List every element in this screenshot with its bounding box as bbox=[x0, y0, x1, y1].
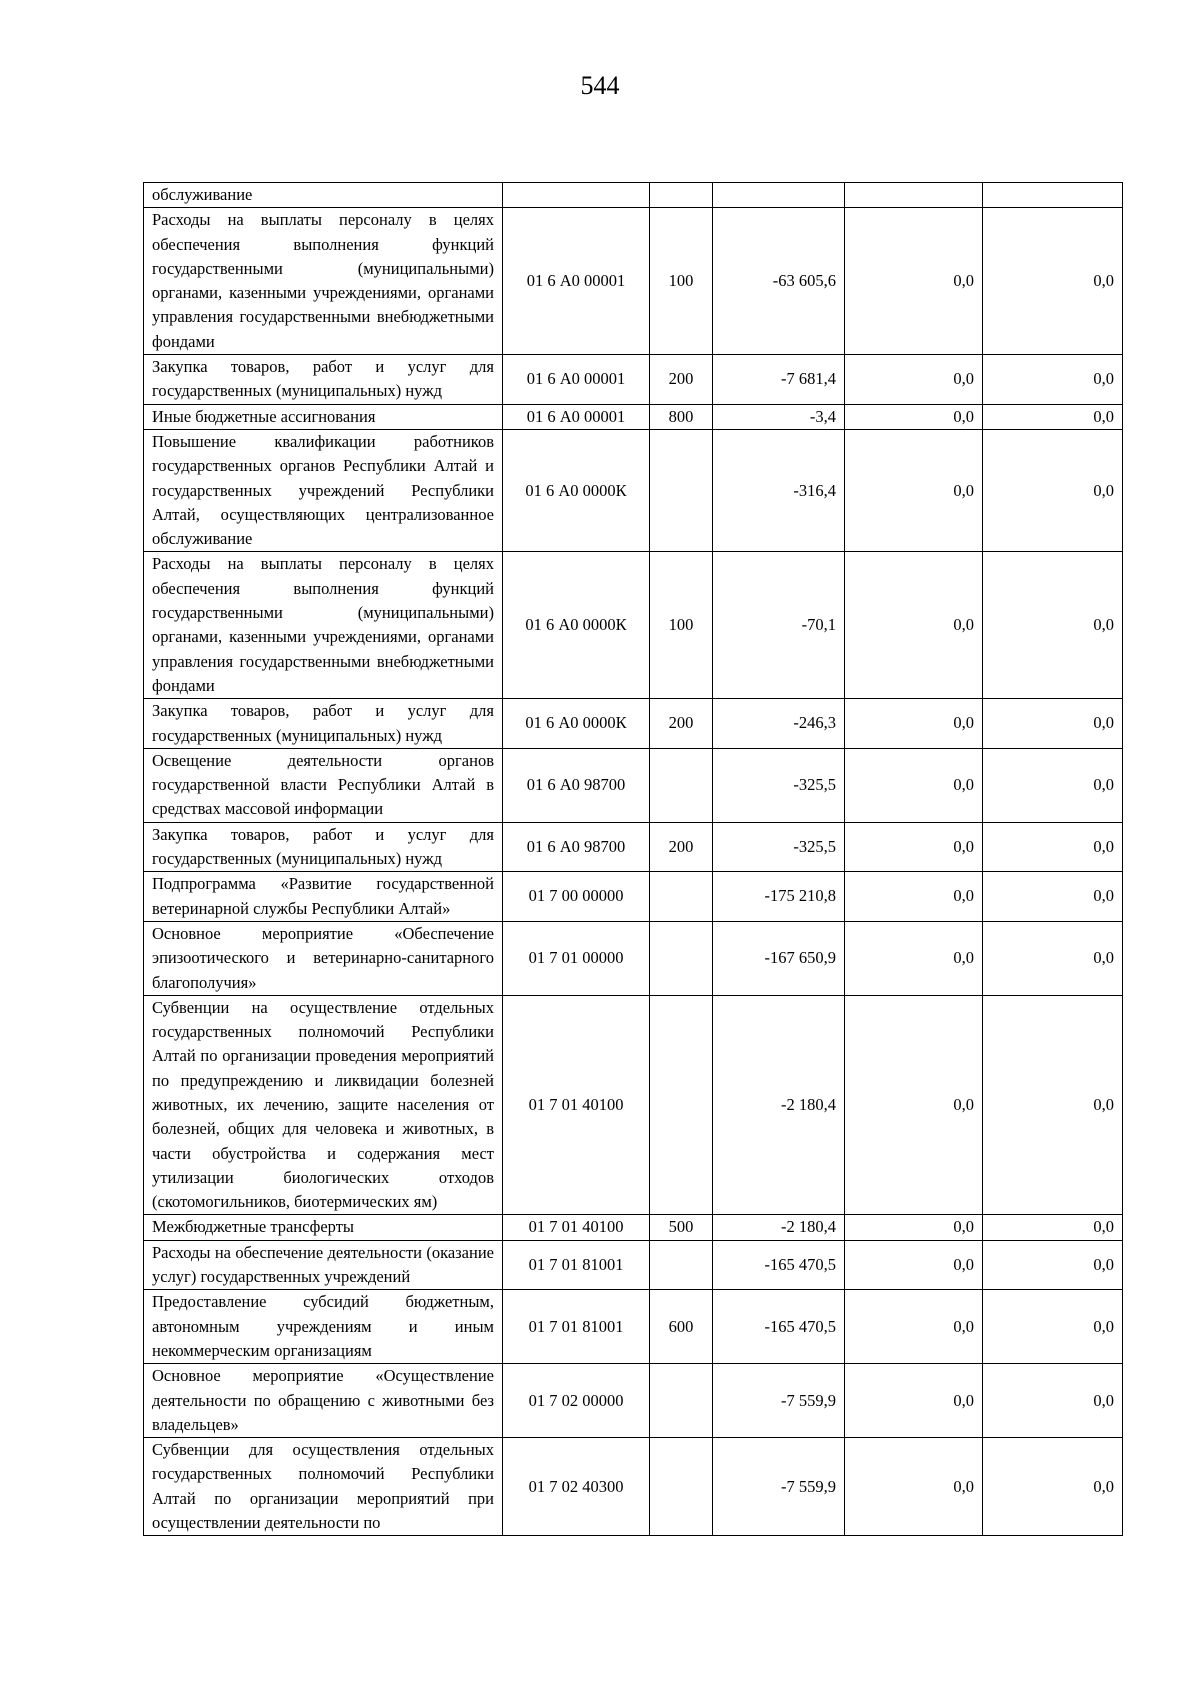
cell-value-year-2: 0,0 bbox=[845, 1438, 983, 1536]
table-row bbox=[144, 1240, 1123, 1290]
cell-target-code: 01 6 А0 00001 bbox=[503, 208, 650, 355]
cell-value-year-2: 0,0 bbox=[845, 208, 983, 355]
cell-value-year-2: 0,0 bbox=[845, 1364, 983, 1438]
cell-value-year-2: 0,0 bbox=[845, 429, 983, 551]
cell-description: Расходы на выплаты персоналу в целях обеспечения выполнения функций государственными (муниципальными) органами, казенными учреждениями, органами управления государственными внебюджетными фондами bbox=[144, 552, 503, 699]
cell-description: Закупка товаров, работ и услуг для государственных (муниципальных) нужд bbox=[144, 699, 503, 749]
cell-value-year-3: 0,0 bbox=[983, 995, 1123, 1215]
cell-target-code: 01 7 01 81001 bbox=[503, 1240, 650, 1290]
cell-target-code: 01 6 А0 0000К bbox=[503, 429, 650, 551]
cell-target-code: 01 6 А0 00001 bbox=[503, 355, 650, 405]
cell-expense-type bbox=[650, 921, 713, 995]
cell-expense-type bbox=[650, 1240, 713, 1290]
cell-amount: -3,4 bbox=[713, 404, 845, 429]
cell-amount: -325,5 bbox=[713, 822, 845, 872]
cell-amount: -2 180,4 bbox=[713, 1215, 845, 1240]
cell-value-year-2: 0,0 bbox=[845, 921, 983, 995]
table-row bbox=[144, 822, 1123, 872]
table-row bbox=[144, 995, 1123, 1215]
table-row bbox=[144, 404, 1123, 429]
cell-description: Расходы на обеспечение деятельности (оказание услуг) государственных учреждений bbox=[144, 1240, 503, 1290]
cell-value-year-2: 0,0 bbox=[845, 1215, 983, 1240]
budget-table bbox=[143, 182, 1123, 1536]
cell-value-year-3: 0,0 bbox=[983, 404, 1123, 429]
cell-value-year-3: 0,0 bbox=[983, 1215, 1123, 1240]
cell-value-year-3: 0,0 bbox=[983, 1290, 1123, 1364]
cell-amount: -165 470,5 bbox=[713, 1290, 845, 1364]
cell-value-year-3: 0,0 bbox=[983, 872, 1123, 922]
cell-target-code: 01 6 А0 98700 bbox=[503, 822, 650, 872]
cell-target-code: 01 7 00 00000 bbox=[503, 872, 650, 922]
cell-target-code: 01 7 01 00000 bbox=[503, 921, 650, 995]
cell-target-code: 01 6 А0 00001 bbox=[503, 404, 650, 429]
cell-value-year-2: 0,0 bbox=[845, 699, 983, 749]
cell-target-code: 01 7 02 40300 bbox=[503, 1438, 650, 1536]
cell-amount: -325,5 bbox=[713, 748, 845, 822]
cell-expense-type bbox=[650, 429, 713, 551]
cell-description: обслуживание bbox=[144, 183, 503, 208]
table-row bbox=[144, 1290, 1123, 1364]
cell-description: Иные бюджетные ассигнования bbox=[144, 404, 503, 429]
table-row bbox=[144, 699, 1123, 749]
cell-amount: -70,1 bbox=[713, 552, 845, 699]
cell-value-year-2: 0,0 bbox=[845, 355, 983, 405]
cell-value-year-3: 0,0 bbox=[983, 429, 1123, 551]
cell-description: Субвенции для осуществления отдельных государственных полномочий Республики Алтай по организации мероприятий при осуществлении деятельности по bbox=[144, 1438, 503, 1536]
cell-expense-type bbox=[650, 1438, 713, 1536]
cell-amount: -316,4 bbox=[713, 429, 845, 551]
cell-description: Межбюджетные трансферты bbox=[144, 1215, 503, 1240]
cell-value-year-2: 0,0 bbox=[845, 552, 983, 699]
cell-expense-type bbox=[650, 872, 713, 922]
cell-target-code: 01 6 А0 98700 bbox=[503, 748, 650, 822]
cell-target-code bbox=[503, 183, 650, 208]
cell-description: Предоставление субсидий бюджетным, автономным учреждениям и иным некоммерческим организациям bbox=[144, 1290, 503, 1364]
cell-expense-type: 200 bbox=[650, 355, 713, 405]
cell-description: Повышение квалификации работников государственных органов Республики Алтай и государственных учреждений Республики Алтай, осуществляющих централизованное обслуживание bbox=[144, 429, 503, 551]
cell-expense-type bbox=[650, 1364, 713, 1438]
cell-amount: -63 605,6 bbox=[713, 208, 845, 355]
cell-amount: -246,3 bbox=[713, 699, 845, 749]
table-row bbox=[144, 1438, 1123, 1536]
table-row bbox=[144, 355, 1123, 405]
cell-value-year-3: 0,0 bbox=[983, 1364, 1123, 1438]
cell-amount: -7 559,9 bbox=[713, 1438, 845, 1536]
cell-target-code: 01 6 А0 0000К bbox=[503, 552, 650, 699]
table-body bbox=[144, 183, 1123, 1536]
cell-target-code: 01 7 01 81001 bbox=[503, 1290, 650, 1364]
cell-expense-type: 500 bbox=[650, 1215, 713, 1240]
cell-amount: -7 559,9 bbox=[713, 1364, 845, 1438]
cell-target-code: 01 7 01 40100 bbox=[503, 995, 650, 1215]
cell-value-year-2: 0,0 bbox=[845, 995, 983, 1215]
table-row bbox=[144, 1215, 1123, 1240]
cell-expense-type bbox=[650, 748, 713, 822]
cell-amount: -2 180,4 bbox=[713, 995, 845, 1215]
cell-target-code: 01 6 А0 0000К bbox=[503, 699, 650, 749]
cell-value-year-3: 0,0 bbox=[983, 552, 1123, 699]
cell-description: Закупка товаров, работ и услуг для государственных (муниципальных) нужд bbox=[144, 355, 503, 405]
table-row bbox=[144, 921, 1123, 995]
table-row bbox=[144, 429, 1123, 551]
cell-value-year-3: 0,0 bbox=[983, 748, 1123, 822]
cell-value-year-3: 0,0 bbox=[983, 699, 1123, 749]
cell-expense-type: 200 bbox=[650, 822, 713, 872]
cell-description: Основное мероприятие «Обеспечение эпизоотического и ветеринарно-санитарного благополучия» bbox=[144, 921, 503, 995]
cell-description: Закупка товаров, работ и услуг для государственных (муниципальных) нужд bbox=[144, 822, 503, 872]
cell-value-year-2: 0,0 bbox=[845, 822, 983, 872]
cell-value-year-2: 0,0 bbox=[845, 872, 983, 922]
cell-value-year-3: 0,0 bbox=[983, 1240, 1123, 1290]
cell-value-year-2: 0,0 bbox=[845, 404, 983, 429]
table-row bbox=[144, 872, 1123, 922]
table-row bbox=[144, 1364, 1123, 1438]
cell-value-year-3: 0,0 bbox=[983, 208, 1123, 355]
cell-value-year-2: 0,0 bbox=[845, 748, 983, 822]
cell-amount: -7 681,4 bbox=[713, 355, 845, 405]
cell-value-year-3 bbox=[983, 183, 1123, 208]
table-row bbox=[144, 552, 1123, 699]
cell-description: Основное мероприятие «Осуществление деятельности по обращению с животными без владельцев» bbox=[144, 1364, 503, 1438]
page-number: 544 bbox=[580, 71, 620, 100]
cell-amount: -167 650,9 bbox=[713, 921, 845, 995]
cell-target-code: 01 7 02 00000 bbox=[503, 1364, 650, 1438]
cell-amount: -175 210,8 bbox=[713, 872, 845, 922]
cell-expense-type bbox=[650, 183, 713, 208]
cell-target-code: 01 7 01 40100 bbox=[503, 1215, 650, 1240]
cell-value-year-3: 0,0 bbox=[983, 355, 1123, 405]
cell-description: Расходы на выплаты персоналу в целях обеспечения выполнения функций государственными (муниципальными) органами, казенными учреждениями, органами управления государственными внебюджетными фондами bbox=[144, 208, 503, 355]
cell-value-year-3: 0,0 bbox=[983, 1438, 1123, 1536]
table-row bbox=[144, 208, 1123, 355]
table-row bbox=[144, 183, 1123, 208]
cell-description: Субвенции на осуществление отдельных государственных полномочий Республики Алтай по организации проведения мероприятий по предупреждению и ликвидации болезней животных, их лечению, защите населения от болезней, общих для человека и животных, в части обустройства и содержания мест утилизации биологических отходов (скотомогильников, биотермических ям) bbox=[144, 995, 503, 1215]
cell-expense-type: 200 bbox=[650, 699, 713, 749]
cell-value-year-2 bbox=[845, 183, 983, 208]
cell-description: Освещение деятельности органов государственной власти Республики Алтай в средствах массовой информации bbox=[144, 748, 503, 822]
cell-value-year-2: 0,0 bbox=[845, 1240, 983, 1290]
cell-expense-type: 800 bbox=[650, 404, 713, 429]
cell-expense-type bbox=[650, 995, 713, 1215]
cell-amount bbox=[713, 183, 845, 208]
cell-amount: -165 470,5 bbox=[713, 1240, 845, 1290]
table-row bbox=[144, 748, 1123, 822]
cell-expense-type: 100 bbox=[650, 552, 713, 699]
cell-expense-type: 600 bbox=[650, 1290, 713, 1364]
cell-value-year-3: 0,0 bbox=[983, 822, 1123, 872]
cell-value-year-3: 0,0 bbox=[983, 921, 1123, 995]
cell-expense-type: 100 bbox=[650, 208, 713, 355]
cell-value-year-2: 0,0 bbox=[845, 1290, 983, 1364]
cell-description: Подпрограмма «Развитие государственной ветеринарной службы Республики Алтай» bbox=[144, 872, 503, 922]
